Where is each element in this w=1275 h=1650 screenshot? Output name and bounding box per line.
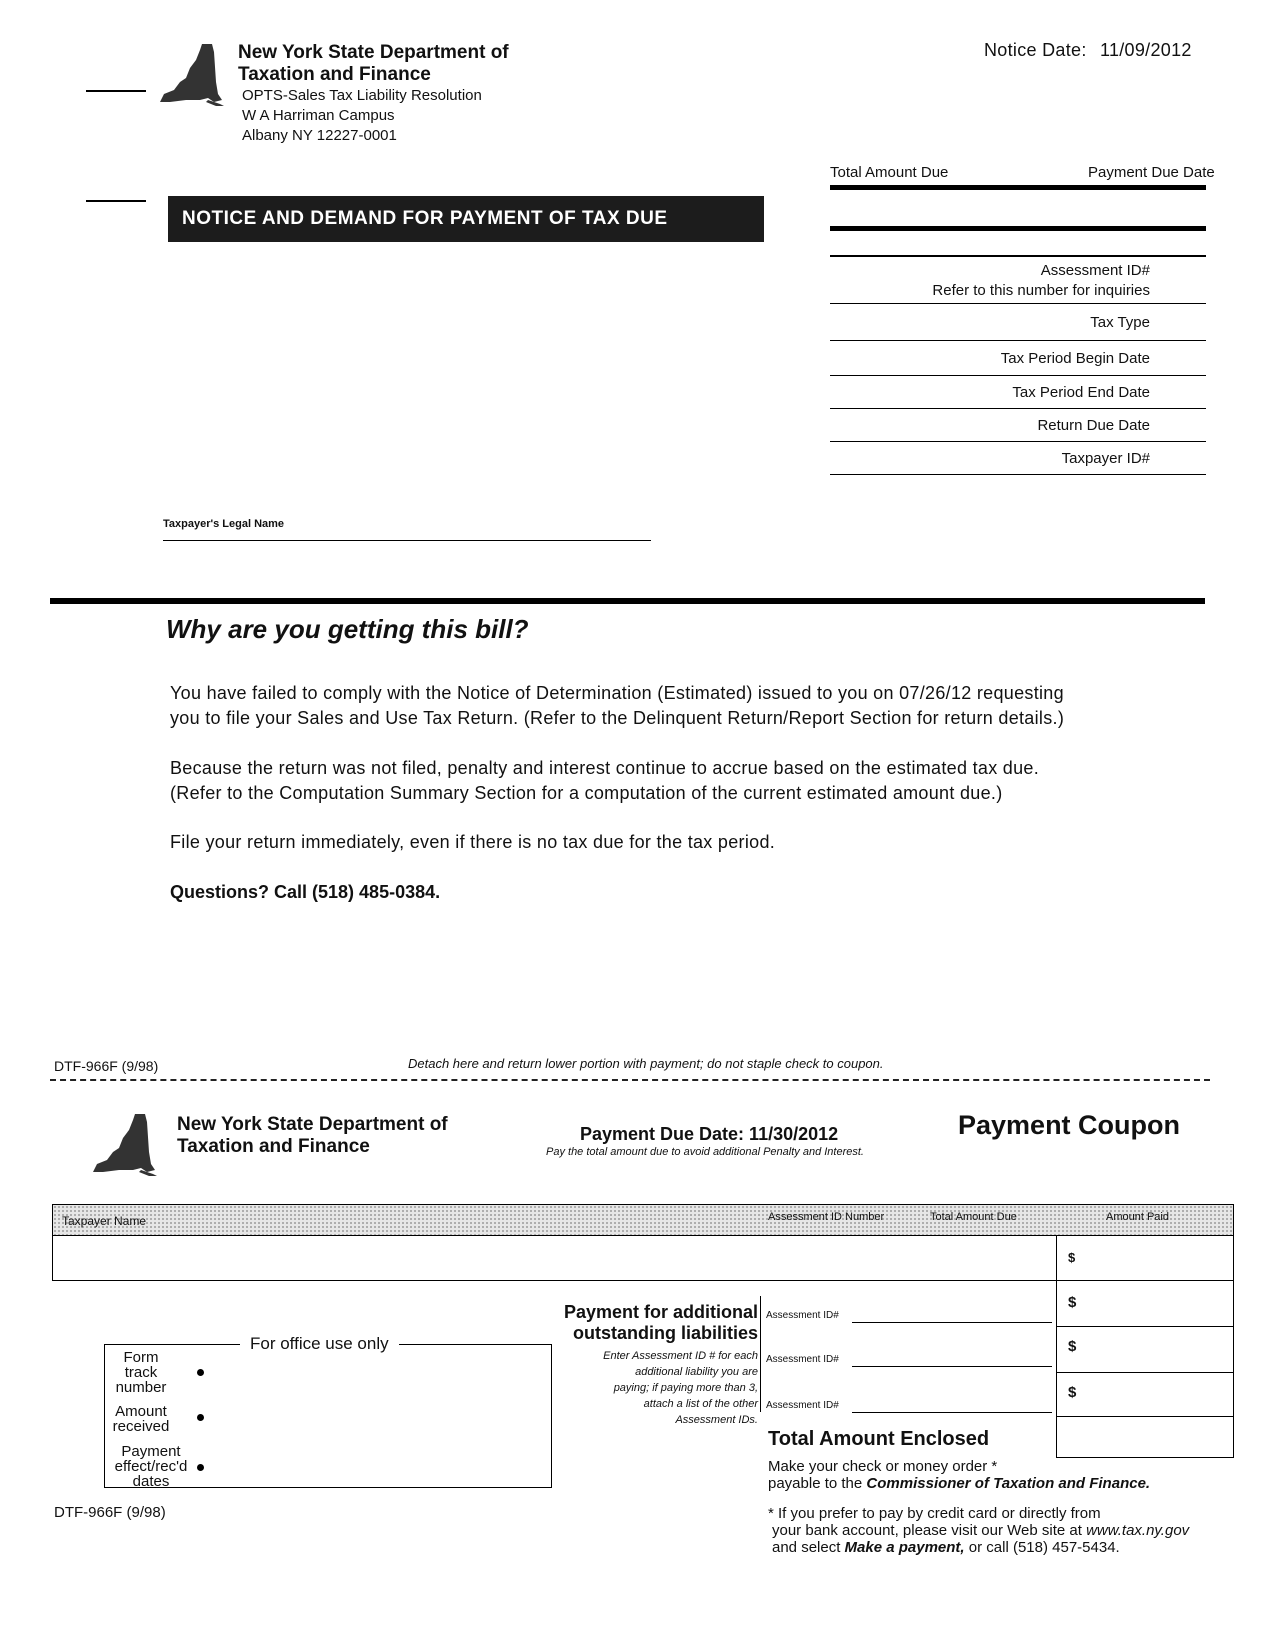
thick-rule-2 xyxy=(830,226,1206,231)
office-use-label: For office use only xyxy=(240,1334,399,1354)
addl-row-line-2 xyxy=(1056,1372,1234,1373)
tax-period-begin-label: Tax Period Begin Date xyxy=(1000,350,1150,367)
detach-instruction: Detach here and return lower portion with payment; do not staple check to coupon. xyxy=(408,1056,884,1071)
rule-7 xyxy=(830,408,1206,409)
notice-date-value: 11/09/2012 xyxy=(1099,40,1192,60)
para2-line1: Because the return was not filed, penalty and interest continue to accrue based on the estimated tax due. xyxy=(170,758,1040,778)
why-heading: Why are you getting this bill? xyxy=(166,614,529,644)
additional-heading-1: Payment for additional xyxy=(563,1302,758,1322)
credit-line-1: * If you prefer to pay by credit card or directly from xyxy=(768,1505,1101,1522)
para2-line2: (Refer to the Computation Summary Section for a computation of the current estimated amount due.) xyxy=(170,783,1003,803)
dollar-4[interactable]: $ xyxy=(1068,1384,1077,1401)
assessment-id-field-2[interactable]: Assessment ID# xyxy=(766,1354,839,1365)
coupon-agency-line2: Taxation and Finance xyxy=(177,1136,370,1157)
coupon-table-header xyxy=(52,1204,1234,1236)
rule-5 xyxy=(830,340,1206,341)
address-line1: OPTS-Sales Tax Liability Resolution xyxy=(242,87,482,104)
additional-heading-2: outstanding liabilities xyxy=(572,1323,758,1343)
address-line2: W A Harriman Campus xyxy=(242,107,395,124)
tax-period-end-label: Tax Period End Date xyxy=(1012,384,1150,401)
return-due-date-label: Return Due Date xyxy=(1037,417,1150,434)
amount-bottom-border xyxy=(1056,1457,1234,1458)
additional-divider xyxy=(760,1296,761,1412)
section-divider xyxy=(50,598,1205,604)
payment-dates-label: Payment effect/rec'd dates xyxy=(114,1443,188,1490)
legal-name-label: Taxpayer's Legal Name xyxy=(163,518,285,530)
rule-8 xyxy=(830,441,1206,442)
col-assessment-id: Assessment ID Number xyxy=(768,1211,885,1223)
notice-date xyxy=(984,40,1192,61)
tax-type-label: Tax Type xyxy=(1090,314,1150,331)
para1-line1: You have failed to comply with the Notice of Determination (Estimated) issued to you on 07/26/12 requesting xyxy=(170,683,1064,703)
total-enclosed-label: Total Amount Enclosed xyxy=(768,1428,990,1450)
rule-6 xyxy=(830,375,1206,376)
assessment-id-line-1 xyxy=(852,1322,1052,1323)
thick-rule-1 xyxy=(830,185,1206,190)
amount-right-border xyxy=(1233,1235,1234,1457)
tax-website-link[interactable]: www.tax.ny.gov xyxy=(1086,1522,1190,1539)
amount-received-label: Amount received xyxy=(112,1403,170,1435)
check-line-2: payable to the Commissioner of Taxation and Finance. xyxy=(768,1475,1151,1492)
assessment-id-line-2 xyxy=(852,1366,1052,1367)
check-line-1: Make your check or money order * xyxy=(768,1458,998,1475)
assessment-note: Refer to this number for inquiries xyxy=(932,282,1150,299)
rule-4 xyxy=(830,303,1206,304)
dollar-1[interactable]: $ xyxy=(1068,1250,1076,1265)
detach-line xyxy=(50,1079,1210,1081)
questions-line: Questions? Call (518) 485-0384. xyxy=(170,882,441,902)
form-id-top: DTF-966F (9/98) xyxy=(54,1058,159,1074)
dollar-2[interactable]: $ xyxy=(1068,1294,1077,1311)
coupon-agency-line1: New York State Department of xyxy=(177,1114,448,1135)
total-amount-due-label: Total Amount Due xyxy=(830,164,949,181)
address-line3: Albany NY 12227-0001 xyxy=(242,127,397,144)
para3: File your return immediately, even if there is no tax due for the tax period. xyxy=(170,832,776,852)
agency-name-line1: New York State Department of xyxy=(238,42,509,63)
assessment-id-field-1[interactable]: Assessment ID# xyxy=(766,1310,839,1321)
amount-paid-divider xyxy=(1056,1235,1057,1457)
margin-tick-mid xyxy=(86,200,146,202)
notice-title-banner: NOTICE AND DEMAND FOR PAYMENT OF TAX DUE xyxy=(168,196,764,242)
form-id-bottom: DTF-966F (9/98) xyxy=(54,1504,166,1521)
legal-name-underline xyxy=(163,540,651,541)
nys-logo-coupon-icon xyxy=(86,1112,162,1178)
payment-due-date-label: Payment Due Date xyxy=(1088,164,1215,181)
col-total-due: Total Amount Due xyxy=(930,1211,1017,1223)
amount-received-bullet xyxy=(197,1414,204,1421)
form-track-label: Form track number xyxy=(115,1349,167,1396)
credit-line-2: your bank account, please visit our Web site at www.tax.ny.gov xyxy=(772,1522,1190,1539)
para1-line2: you to file your Sales and Use Tax Return. (Refer to the Delinquent Return/Report Section for return details.) xyxy=(170,708,1065,728)
taxpayer-id-label: Taxpayer ID# xyxy=(1061,450,1150,467)
coupon-due-date: Payment Due Date: 11/30/2012 xyxy=(580,1124,839,1144)
nys-logo-icon xyxy=(156,42,226,108)
assessment-id-line-3 xyxy=(852,1412,1052,1413)
form-track-bullet xyxy=(197,1369,204,1376)
agency-name-line2: Taxation and Finance xyxy=(238,64,431,85)
payment-dates-bullet xyxy=(197,1464,204,1471)
col-amount-paid: Amount Paid xyxy=(1106,1211,1169,1223)
assessment-id-field-3[interactable]: Assessment ID# xyxy=(766,1400,839,1411)
col-taxpayer-name: Taxpayer Name xyxy=(62,1214,147,1228)
assessment-id-label: Assessment ID# xyxy=(1040,262,1150,279)
rule-9 xyxy=(830,474,1206,475)
notice-date-label: Notice Date: xyxy=(984,40,1087,60)
credit-line-3: and select Make a payment, or call (518) 457-5434. xyxy=(772,1539,1120,1556)
rule-3 xyxy=(830,255,1206,257)
additional-note: Enter Assessment ID # for each additional liability you are paying; if paying more than 3, attach a list of the other Assessment IDs. xyxy=(603,1350,758,1426)
dollar-3[interactable]: $ xyxy=(1068,1338,1077,1355)
margin-tick-top xyxy=(86,90,146,92)
coupon-due-note: Pay the total amount due to avoid additional Penalty and Interest. xyxy=(546,1146,864,1158)
addl-row-line-1 xyxy=(1056,1326,1234,1327)
addl-row-line-3 xyxy=(1056,1416,1234,1417)
payment-coupon-title: Payment Coupon xyxy=(958,1110,1181,1140)
